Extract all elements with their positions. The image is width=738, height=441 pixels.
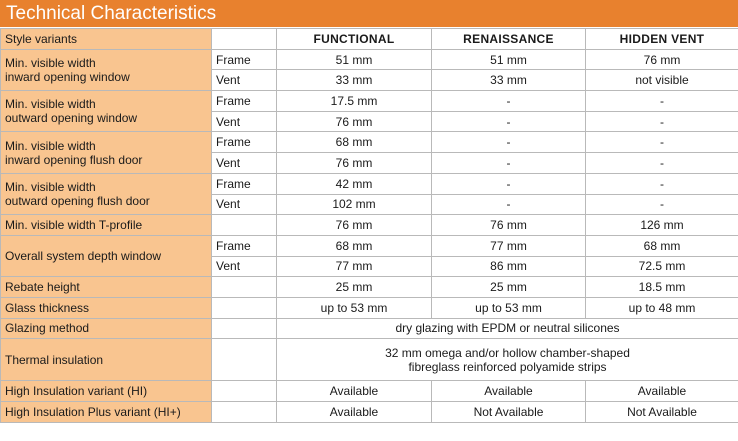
table-row [1,49,738,70]
specs-table [0,28,738,423]
sub-blank [212,297,277,318]
cell: Available [277,381,432,402]
row-label: Min. visible width inward opening flush door [1,132,212,173]
row-label: Min. visible width T-profile [1,215,212,236]
row-label: Thermal insulation [1,339,212,381]
header-blank [212,29,277,50]
row-label: Min. visible width outward opening window [1,91,212,132]
row-label: Overall system depth window [1,235,212,276]
cell: - [432,194,586,215]
style-variants-label: Style variants [1,29,212,50]
cell: Not Available [432,402,586,423]
cell: 126 mm [586,215,738,236]
table-row [1,297,738,318]
cell: up to 53 mm [277,297,432,318]
table-row [1,277,738,298]
cell: 86 mm [432,256,586,277]
row-label: High Insulation Plus variant (HI+) [1,402,212,423]
sub-label: Vent [212,194,277,215]
cell: 42 mm [277,173,432,194]
cell: - [586,111,738,132]
col-hidden-vent: HIDDEN VENT [586,29,738,50]
cell: - [586,91,738,112]
cell: 51 mm [432,49,586,70]
row-label: Rebate height [1,277,212,298]
cell: 72.5 mm [586,256,738,277]
cell: - [586,194,738,215]
sub-label: Frame [212,91,277,112]
cell: 25 mm [432,277,586,298]
cell: 33 mm [432,70,586,91]
cell: 18.5 mm [586,277,738,298]
table-row [1,91,738,112]
table-row [1,318,738,339]
sub-label: Frame [212,235,277,256]
sub-label: Vent [212,153,277,174]
table-title: Technical Characteristics [0,0,738,28]
sub-label: Frame [212,173,277,194]
sub-label: Frame [212,132,277,153]
header-row [1,29,738,50]
cell: 76 mm [586,49,738,70]
cell: 17.5 mm [277,91,432,112]
cell: - [432,91,586,112]
cell: up to 48 mm [586,297,738,318]
sub-blank [212,402,277,423]
sub-label: Vent [212,70,277,91]
table-row [1,132,738,153]
cell: Available [277,402,432,423]
row-label: Glazing method [1,318,212,339]
col-renaissance: RENAISSANCE [432,29,586,50]
table-row [1,215,738,236]
sub-blank [212,215,277,236]
cell: 77 mm [432,235,586,256]
cell: 102 mm [277,194,432,215]
cell: 76 mm [277,215,432,236]
sub-label: Frame [212,49,277,70]
sub-blank [212,277,277,298]
sub-blank [212,318,277,339]
sub-label: Vent [212,256,277,277]
sub-label: Vent [212,111,277,132]
cell: - [586,153,738,174]
cell: 77 mm [277,256,432,277]
cell: 76 mm [432,215,586,236]
table-row [1,235,738,256]
cell: 25 mm [277,277,432,298]
table-row [1,173,738,194]
sub-blank [212,339,277,381]
cell-merged: 32 mm omega and/or hollow chamber-shaped fibreglass reinforced polyamide strips [277,339,738,381]
row-label: Min. visible width inward opening window [1,49,212,90]
table-row [1,402,738,423]
cell: 51 mm [277,49,432,70]
cell: 68 mm [277,132,432,153]
cell: 76 mm [277,111,432,132]
cell: - [432,173,586,194]
cell: - [586,173,738,194]
row-label: Glass thickness [1,297,212,318]
cell: - [432,132,586,153]
cell: 33 mm [277,70,432,91]
cell: Available [586,381,738,402]
cell: 68 mm [586,235,738,256]
cell: - [586,132,738,153]
cell: up to 53 mm [432,297,586,318]
cell: Available [432,381,586,402]
cell: not visible [586,70,738,91]
table-row [1,339,738,381]
col-functional: FUNCTIONAL [277,29,432,50]
sub-blank [212,381,277,402]
row-label: Min. visible width outward opening flush door [1,173,212,214]
cell: - [432,111,586,132]
cell: - [432,153,586,174]
cell: Not Available [586,402,738,423]
cell: 68 mm [277,235,432,256]
cell: 76 mm [277,153,432,174]
row-label: High Insulation variant (HI) [1,381,212,402]
cell-merged: dry glazing with EPDM or neutral silicones [277,318,738,339]
table-row [1,381,738,402]
